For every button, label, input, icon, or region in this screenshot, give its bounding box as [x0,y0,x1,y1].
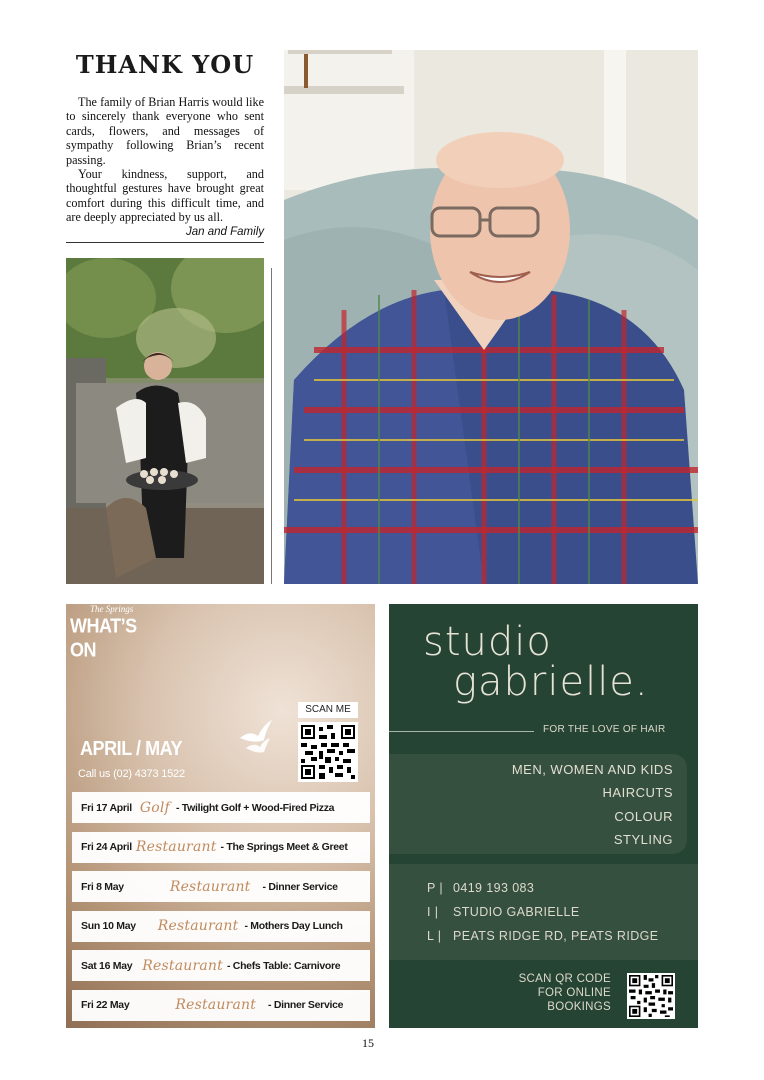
scan-me-block[interactable] [298,702,358,786]
service-item: COLOUR [614,808,673,824]
notice-paragraph-2: Your kindness, support, and thoughtful gestures have brought great comfort during this difficult time, and are deeply appreciated by us all. [66,167,264,225]
event-category: Restaurant [142,957,223,974]
service-item: HAIRCUTS [602,785,673,801]
event-row [72,792,370,823]
studio-tagline: FOR THE LOVE OF HAIR [543,724,666,735]
booking-qr-code-icon[interactable] [627,973,675,1019]
chef-photo-illustration [66,258,264,584]
notice-signature: Jan and Family [186,225,264,238]
thank-you-notice [66,50,264,238]
tagline-divider [389,731,534,732]
scan-text-line: BOOKINGS [547,1001,611,1013]
event-description: - Mothers Day Lunch [244,920,343,933]
chef-photo [66,258,264,584]
event-description: - Dinner Service [268,999,344,1012]
whats-on-panel [66,604,375,1028]
event-category: Restaurant [169,878,251,895]
contact-phone [427,876,698,900]
notice-paragraph-1: The family of Brian Harris would like to sincerely thank everyone who sent cards, flowers, and messages of sympathy following Brian’s recent passing. [66,95,264,167]
contact-value: 0419 193 083 [453,881,535,895]
event-date: Fri 8 May [81,880,124,893]
event-row [72,832,370,863]
portrait-illustration [284,50,698,584]
event-row [72,911,370,942]
notice-body [66,95,264,225]
portrait-photo [284,50,698,584]
event-category: Golf [139,799,170,816]
whats-on-brand [70,604,152,662]
event-row [72,990,370,1021]
event-description: - Dinner Service [262,880,338,893]
event-row [72,871,370,902]
event-description: - Twilight Golf + Wood-Fired Pizza [175,801,335,814]
contact-label: I | [427,905,439,919]
contact-value: PEATS RIDGE RD, PEATS RIDGE [453,929,659,943]
services-list [389,754,687,854]
event-category: Restaurant [175,997,257,1014]
birds-icon [236,716,278,754]
studio-logo [423,619,649,705]
brand-title: WHAT’S ON [70,614,137,662]
events-list [72,792,370,1028]
scan-text-line: SCAN QR CODE [518,973,611,985]
event-date: Fri 24 April [81,841,132,854]
event-date: Sun 10 May [81,920,136,933]
event-category: Restaurant [157,918,239,935]
scan-me-label: SCAN ME [298,702,358,718]
service-item: STYLING [613,832,673,848]
contact-label: P | [427,881,444,895]
service-item: MEN, WOMEN AND KIDS [511,762,673,777]
event-date: Fri 17 April [81,801,132,814]
scan-text-line: FOR ONLINE [537,987,611,999]
event-category: Restaurant [135,839,217,856]
notice-title: THANK YOU [75,50,255,79]
contact-label: L | [427,929,442,943]
contact-value: STUDIO GABRIELLE [453,905,580,919]
page-number: 15 [362,1036,374,1050]
contact-location [427,924,698,948]
call-us-text: Call us (02) 4373 1522 [78,768,185,780]
logo-line-1: studio [423,619,552,665]
event-date: Fri 22 May [81,999,130,1012]
contact-instagram [427,900,698,924]
booking-scan-text [497,972,611,1014]
qr-code-icon[interactable] [298,722,358,782]
months-heading: APRIL / MAY [80,738,183,760]
event-description: - The Springs Meet & Greet [220,841,348,854]
event-date: Sat 16 May [81,959,133,972]
logo-line-2: gabrielle. [453,659,649,705]
studio-gabrielle-ad [389,604,698,1028]
event-description: - Chefs Table: Carnivore [226,959,341,972]
event-row [72,950,370,981]
brand-script: The Springs [90,604,134,614]
column-divider [271,268,272,584]
divider [66,242,264,243]
contact-list [389,864,698,960]
